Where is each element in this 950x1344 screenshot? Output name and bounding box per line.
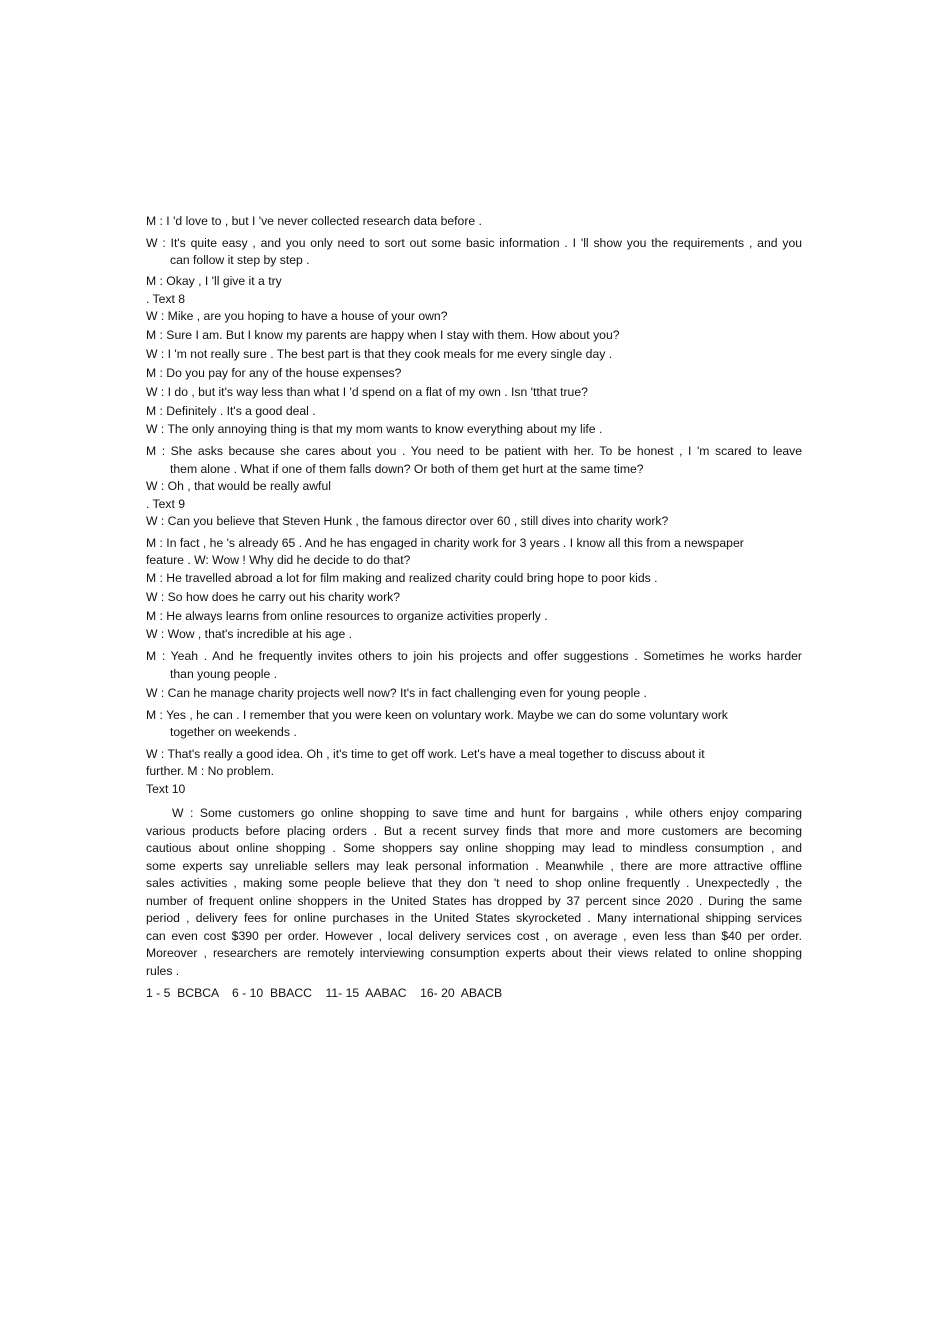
answer-key: 1 - 5 BCBCA 6 - 10 BBACC 11- 15 AABAC 16- 20 ABACB [146, 986, 503, 1001]
section-label-text-9: . Text 9 [146, 496, 186, 511]
section-label-text-8: . Text 8 [146, 291, 186, 306]
dialogue-line: W : It's quite easy , and you only need to sort out some basic information . I 'll show you the requirements , and you can follow it step by step . [146, 235, 802, 268]
dialogue-line: M : Definitely . It's a good deal . [146, 403, 316, 418]
dialogue-line: M : Yes , he can . I remember that you were keen on voluntary work. Maybe we can do some voluntary work together on weekends . [146, 707, 728, 739]
paragraph-line: period , delivery fees for online purchases in the United States skyrocketed . Many international shipping services [146, 911, 802, 926]
dialogue-line: M : In fact , he 's already 65 . And he has engaged in charity work for 3 years . I know all this from a newspaper feature . W: Wow ! Why did he decide to do that? [146, 535, 744, 568]
dialogue-line: W : I 'm not really sure . The best part is that they cook meals for me every single day . [146, 346, 613, 361]
dialogue-line: W : Can you believe that Steven Hunk , the famous director over 60 , still dives into charity work? [146, 514, 669, 528]
dialogue-line: W : Can he manage charity projects well now? It's in fact challenging even for young people . [146, 685, 647, 700]
dialogue-line: M : He travelled abroad a lot for film making and realized charity could bring hope to poor kids . [146, 570, 658, 585]
dialogue-line: M : I 'd love to , but I 've never collected research data before . [146, 214, 482, 228]
dialogue-line: W : The only annoying thing is that my mom wants to know everything about my life . [146, 422, 603, 437]
dialogue-line: M : Yeah . And he frequently invites others to join his projects and offer suggestions . Sometimes he works harder than young people . [146, 649, 802, 681]
section-label-text-10: Text 10 [146, 781, 186, 796]
paragraph-line: can even cost $390 per order. However , local delivery services cost , on average , even less than $40 per order. [146, 928, 802, 943]
paragraph-line: W : Some customers go online shopping to save time and hunt for bargains , while others enjoy comparing [172, 806, 802, 821]
transcript-page [146, 213, 802, 1015]
text-10-paragraph [146, 805, 802, 980]
dialogue-line: W : Mike , are you hoping to have a house of your own? [146, 309, 448, 324]
dialogue-line: M : Okay , I 'll give it a try [146, 274, 282, 289]
dialogue-line: W : Oh , that would be really awful [146, 479, 331, 494]
dialogue-line: M : She asks because she cares about you . You need to be patient with her. To be honest , I 'm scared to leave them alone . What if one of them falls down? Or both of them get hurt at the same time? [146, 444, 802, 476]
dialogue-line: W : Wow , that's incredible at his age . [146, 627, 352, 642]
dialogue-line: W : So how does he carry out his charity work? [146, 589, 401, 604]
dialogue-line: M : Do you pay for any of the house expenses? [146, 365, 402, 380]
paragraph-line: various products before placing orders . But a recent survey finds that more and more customers are becoming [146, 823, 802, 838]
paragraph-line: Moreover , researchers are remotely interviewing consumption experts about their views related to online shopping [146, 946, 802, 961]
dialogue-line: W : I do , but it's way less than what I 'd spend on a flat of my own . Isn 'tthat true? [146, 384, 588, 399]
paragraph-line: number of frequent online shoppers in the United States has dropped by 37 percent since 2020 . During the same [146, 893, 802, 908]
dialogue-line: M : Sure I am. But I know my parents are happy when I stay with them. How about you? [146, 327, 620, 342]
paragraph-line: sales activities , making some people believe that they don 't need to shop online frequently . Unexpectedly , the [146, 876, 802, 891]
paragraph-line: cautious about online shopping . Some shoppers say online shopping may lead to mindless consumption , and [146, 841, 802, 856]
dialogue-line: W : That's really a good idea. Oh , it's time to get off work. Let's have a meal together to discuss about it further. M : No problem. [146, 746, 705, 779]
paragraph-line: some experts say unreliable sellers may leak personal information . Meanwhile , there are more attractive offline [146, 858, 802, 873]
dialogue-line: M : He always learns from online resources to organize activities properly . [146, 608, 548, 623]
paragraph-line: rules . [146, 963, 180, 978]
